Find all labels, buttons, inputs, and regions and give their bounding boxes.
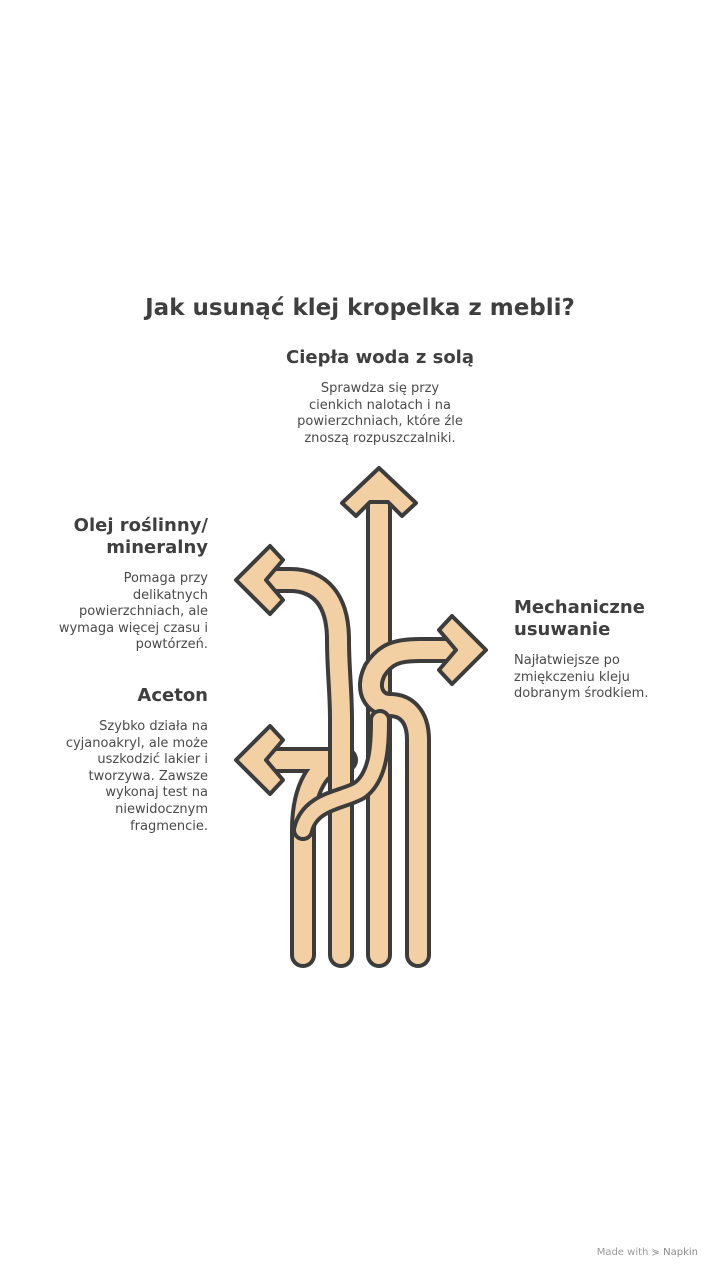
option-desc-acetone: Szybko działa na cyjanoakryl, ale może uszkodzić lakier i tworzywa. Zawsze wykonaj test na niewidocznym fragmencie. — [65, 719, 208, 834]
footer-made-with: Made with — [596, 1247, 649, 1258]
option-title-acetone: Aceton — [137, 685, 208, 706]
diagram-title: Jak usunąć klej kropelka z mebli? — [145, 295, 575, 321]
footer-brand: Napkin — [663, 1247, 698, 1258]
option-title-oil: Olej roślinny/ mineralny — [73, 515, 208, 558]
option-desc-warm-water: Sprawdza się przy cienkich nalotach i na powierzchniach, które źle znoszą rozpuszczalniki. — [297, 381, 463, 446]
napkin-logo-icon: ⋟ — [651, 1247, 660, 1258]
option-desc-oil: Pomaga przy delikatnych powierzchniach, ale wymaga więcej czasu i powtórzeń. — [58, 571, 208, 653]
option-title-warm-water: Ciepła woda z solą — [286, 347, 474, 368]
option-title-mechanical: Mechaniczne usuwanie — [514, 597, 645, 640]
footer-credit — [597, 1247, 698, 1258]
option-desc-mechanical: Najłatwiejsze po zmiękczeniu kleju dobranym środkiem. — [514, 653, 649, 702]
